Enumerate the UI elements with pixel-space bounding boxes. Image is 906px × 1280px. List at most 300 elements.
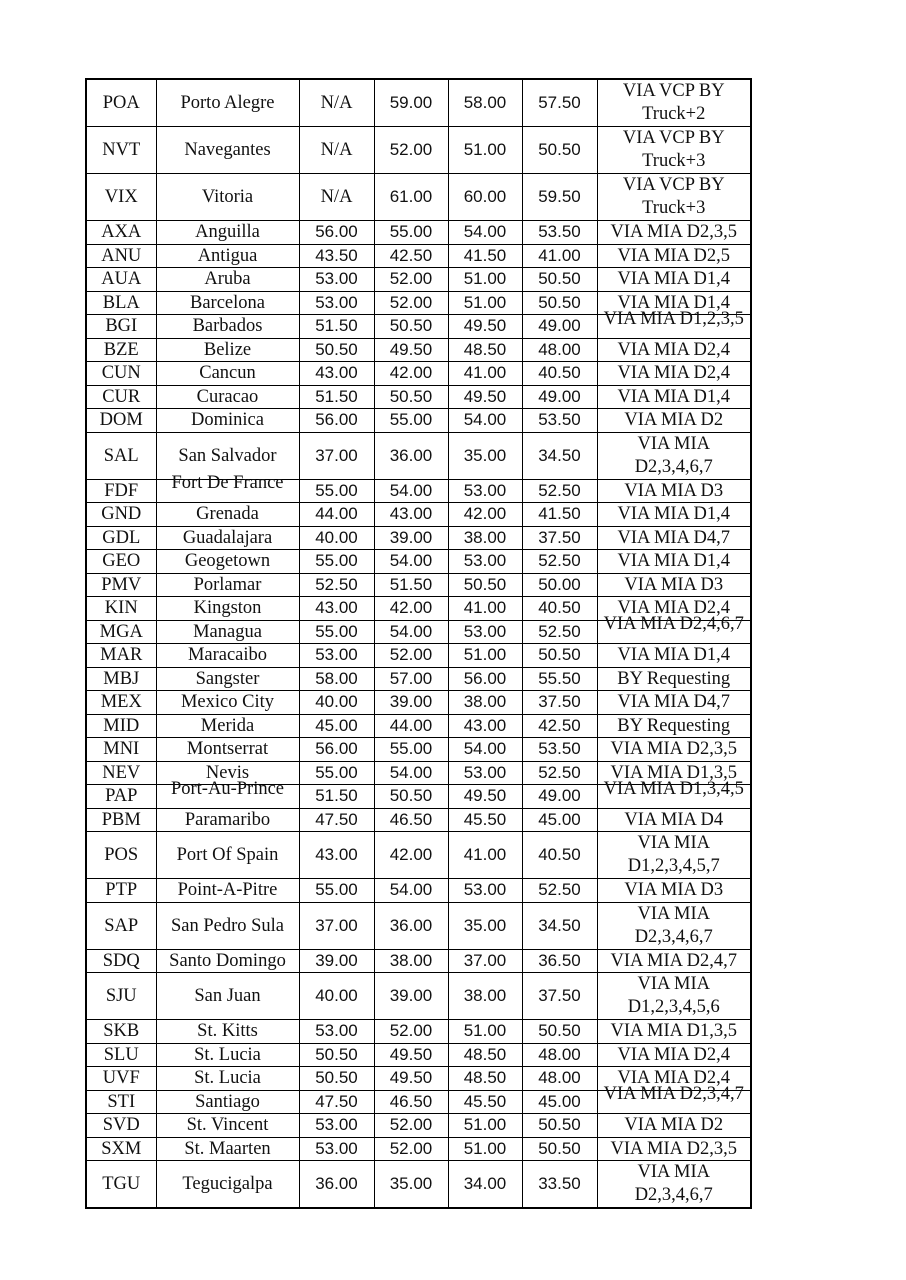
city-cell	[156, 1067, 299, 1091]
rate-col-4-text: 37.50	[538, 527, 581, 547]
rate-col-1-text: 53.00	[315, 645, 358, 665]
rate-col-3-cell	[448, 432, 522, 479]
rate-col-1-cell	[299, 1114, 374, 1138]
rate-col-2-text: 50.50	[389, 386, 433, 406]
city-cell	[156, 432, 299, 479]
rate-col-4-text: 50.50	[538, 1115, 581, 1135]
table-row	[86, 1161, 751, 1209]
city-cell	[156, 949, 299, 973]
routing-note-text: VIA MIA D1,4	[617, 645, 731, 666]
rate-col-4-text: 41.50	[538, 504, 581, 524]
rate-col-2-text: 54.00	[389, 480, 433, 500]
rate-col-4-text: 36.50	[538, 950, 581, 970]
rate-col-3-cell	[448, 291, 522, 315]
airport-code-cell	[86, 973, 156, 1020]
city-cell	[156, 1090, 299, 1114]
routing-note-text: VIA MIA D2,4	[617, 1068, 731, 1089]
routing-note-text: VIA MIA D2,3,5	[610, 739, 737, 760]
clipped-text-wrapper	[157, 473, 299, 495]
city-cell	[156, 503, 299, 527]
rate-col-2-text: 52.00	[389, 1138, 433, 1158]
city-cell	[156, 738, 299, 762]
airport-code-cell	[86, 1161, 156, 1209]
table-row	[86, 667, 751, 691]
rate-col-4-cell	[522, 362, 597, 386]
rate-col-2-cell	[374, 127, 448, 174]
rate-col-3-text: 48.50	[463, 1068, 507, 1088]
rate-col-3-text: 53.00	[463, 480, 507, 500]
rate-col-1-cell	[299, 1090, 374, 1114]
city-text: St. Lucia	[194, 1044, 261, 1065]
airport-code-text: SLU	[103, 1044, 139, 1065]
airport-code-text: SAP	[104, 915, 139, 936]
rate-col-1-text: 50.50	[315, 339, 358, 359]
rate-col-2-cell	[374, 973, 448, 1020]
rate-col-4-text: 55.50	[538, 668, 581, 688]
rate-col-4-cell	[522, 385, 597, 409]
rate-col-3-cell	[448, 338, 522, 362]
city-cell	[156, 778, 299, 809]
rate-col-2-text: 44.00	[389, 715, 433, 735]
rate-col-1-text: 40.00	[315, 692, 358, 712]
city-text: Paramaribo	[184, 809, 271, 830]
routing-note-text: VIA MIA D4,7	[617, 692, 731, 713]
clipped-text-wrapper	[598, 614, 751, 636]
routing-note-cell	[597, 479, 751, 503]
airport-code-text: FDF	[104, 480, 139, 501]
rate-col-1-cell	[299, 573, 374, 597]
table-body	[86, 79, 751, 1208]
rate-col-1-cell	[299, 667, 374, 691]
rate-col-4-text: 50.50	[538, 1021, 581, 1041]
airport-code-cell	[86, 1020, 156, 1044]
rate-col-4-text: 53.50	[538, 410, 581, 430]
city-cell	[156, 127, 299, 174]
rate-col-3-cell	[448, 973, 522, 1020]
rate-col-4-cell	[522, 338, 597, 362]
rate-col-2-text: 42.00	[389, 598, 433, 618]
rate-col-2-text: 50.50	[389, 786, 433, 806]
rate-col-3-text: 60.00	[463, 187, 507, 206]
rate-col-2-text: 55.00	[389, 222, 433, 242]
rate-col-1-cell	[299, 761, 374, 785]
rate-col-1-cell	[299, 1020, 374, 1044]
routing-note-cell	[597, 1161, 751, 1209]
table-row	[86, 808, 751, 832]
airport-code-text: UVF	[102, 1068, 140, 1089]
table-row	[86, 1114, 751, 1138]
routing-note-cell	[597, 174, 751, 221]
rate-col-1-cell	[299, 879, 374, 903]
rate-col-4-text: 57.50	[538, 93, 581, 112]
city-cell	[156, 409, 299, 433]
routing-note-text: VIA MIA D2,4	[617, 339, 731, 360]
clipped-text-wrapper	[157, 779, 299, 801]
rate-col-4-cell	[522, 1137, 597, 1161]
rate-col-2-cell	[374, 761, 448, 785]
airport-code-cell	[86, 409, 156, 433]
rate-col-3-cell	[448, 385, 522, 409]
routing-note-text: VIA MIA D1,3,5	[610, 1021, 737, 1042]
rate-col-3-cell	[448, 503, 522, 527]
city-text: St. Vincent	[186, 1115, 269, 1136]
rate-col-4-text: 40.50	[538, 598, 581, 618]
rate-col-3-cell	[448, 620, 522, 644]
airport-code-text: AXA	[101, 222, 142, 243]
city-cell	[156, 902, 299, 949]
city-text: Fort De France	[171, 473, 284, 494]
rate-col-4-cell	[522, 1090, 597, 1114]
rate-col-3-cell	[448, 879, 522, 903]
city-text: Montserrat	[186, 739, 269, 760]
routing-note-cell	[597, 1043, 751, 1067]
rate-col-2-cell	[374, 338, 448, 362]
city-text: Guadalajara	[182, 527, 273, 548]
rate-col-2-cell	[374, 432, 448, 479]
rate-col-3-text: 42.00	[463, 504, 507, 524]
city-text: Grenada	[196, 504, 259, 525]
table-row	[86, 174, 751, 221]
rate-col-1-cell	[299, 597, 374, 621]
routing-note-cell	[597, 1020, 751, 1044]
clipped-text-wrapper	[598, 309, 751, 331]
rate-col-1-text: 40.00	[315, 986, 358, 1005]
rate-col-1-text: 53.00	[315, 292, 358, 312]
rate-col-3-text: 48.50	[463, 339, 507, 359]
rate-col-3-text: 43.00	[463, 715, 507, 735]
rate-col-3-cell	[448, 949, 522, 973]
rate-col-2-text: 39.00	[389, 527, 433, 547]
city-cell	[156, 550, 299, 574]
rate-col-3-text: 51.00	[463, 1138, 507, 1158]
rate-col-3-text: 58.00	[463, 93, 507, 112]
city-cell	[156, 268, 299, 292]
routing-note-text: VIA VCP BY Truck+2	[622, 81, 725, 124]
city-text: San Pedro Sula	[170, 915, 285, 936]
city-text: Maracaibo	[187, 645, 268, 666]
rate-col-4-cell	[522, 1161, 597, 1209]
rate-col-2-cell	[374, 949, 448, 973]
airport-code-cell	[86, 785, 156, 809]
rate-col-2-cell	[374, 879, 448, 903]
rate-col-4-cell	[522, 127, 597, 174]
rate-col-4-text: 40.50	[538, 845, 581, 864]
rate-col-2-cell	[374, 1114, 448, 1138]
table-row	[86, 315, 751, 339]
city-cell	[156, 473, 299, 503]
routing-note-cell	[597, 385, 751, 409]
rate-col-2-text: 52.00	[389, 1115, 433, 1135]
routing-note-cell	[597, 526, 751, 550]
rate-col-4-text: 45.00	[538, 809, 581, 829]
airport-code-text: POA	[102, 93, 140, 113]
routing-note-text: VIA MIA D2,3,4,7	[603, 1084, 744, 1105]
airport-code-text: MNI	[103, 739, 140, 760]
rate-col-4-text: 50.50	[538, 292, 581, 312]
rate-col-3-text: 51.00	[463, 645, 507, 665]
routing-note-text: VIA MIA D2,3,4,6,7	[634, 903, 713, 947]
rate-col-4-text: 52.50	[538, 880, 581, 900]
rate-col-2-text: 57.00	[389, 668, 433, 688]
rate-col-3-text: 35.00	[463, 445, 507, 465]
airport-code-cell	[86, 691, 156, 715]
rate-col-1-text: 45.00	[315, 715, 358, 735]
rate-col-1-cell	[299, 550, 374, 574]
routing-note-text: VIA MIA D2,3,4,6,7	[634, 1162, 713, 1205]
city-text: Belize	[203, 339, 252, 360]
city-cell	[156, 644, 299, 668]
airport-code-cell	[86, 1114, 156, 1138]
rate-col-1-text: 53.00	[315, 1138, 358, 1158]
rate-col-2-cell	[374, 362, 448, 386]
table-row	[86, 879, 751, 903]
rate-col-4-cell	[522, 738, 597, 762]
rate-col-2-cell	[374, 832, 448, 879]
rate-col-2-cell	[374, 79, 448, 127]
rate-col-3-cell	[448, 808, 522, 832]
rate-col-1-text: 56.00	[315, 222, 358, 242]
airport-code-text: TGU	[102, 1174, 141, 1194]
rate-col-3-text: 50.50	[463, 574, 507, 594]
airport-code-cell	[86, 432, 156, 479]
rate-col-4-text: 59.50	[538, 187, 581, 206]
table-row	[86, 620, 751, 644]
rate-col-1-text: 43.00	[315, 363, 358, 383]
rate-col-1-text: 56.00	[315, 410, 358, 430]
table-row	[86, 362, 751, 386]
routing-note-cell	[597, 221, 751, 245]
rate-col-3-cell	[448, 714, 522, 738]
city-text: St. Maarten	[184, 1138, 271, 1159]
rate-col-4-text: 41.00	[538, 245, 581, 265]
rate-col-1-text: N/A	[320, 187, 353, 207]
airport-code-text: GND	[101, 504, 142, 525]
routing-note-cell	[597, 268, 751, 292]
rate-col-1-text: 43.00	[315, 845, 358, 864]
rate-col-2-text: 42.00	[389, 363, 433, 383]
rate-col-4-text: 45.00	[538, 1091, 581, 1111]
airport-code-text: BLA	[102, 292, 140, 313]
table-row	[86, 644, 751, 668]
rate-col-3-text: 51.00	[463, 1021, 507, 1041]
table-row	[86, 902, 751, 949]
routing-note-text: VIA MIA D3	[624, 480, 724, 501]
routing-note-cell	[597, 614, 751, 644]
routing-note-cell	[597, 503, 751, 527]
city-cell	[156, 597, 299, 621]
rate-col-4-cell	[522, 315, 597, 339]
rate-col-3-text: 49.50	[463, 786, 507, 806]
airport-code-cell	[86, 79, 156, 127]
rate-col-4-cell	[522, 761, 597, 785]
rate-col-4-cell	[522, 432, 597, 479]
rate-col-1-cell	[299, 268, 374, 292]
rate-col-1-cell	[299, 738, 374, 762]
table-row	[86, 526, 751, 550]
rate-col-3-cell	[448, 902, 522, 949]
routing-note-text: VIA MIA D1,4	[617, 551, 731, 572]
rate-col-1-cell	[299, 221, 374, 245]
routing-note-cell	[597, 409, 751, 433]
rate-col-3-text: 56.00	[463, 668, 507, 688]
rate-col-2-text: 36.00	[389, 445, 433, 465]
city-cell	[156, 573, 299, 597]
routing-note-text: VIA MIA D2,4	[617, 598, 731, 619]
rate-col-2-text: 52.00	[389, 292, 433, 312]
rate-col-4-cell	[522, 1020, 597, 1044]
city-text: Antigua	[197, 245, 258, 266]
rate-col-2-cell	[374, 221, 448, 245]
rate-col-3-cell	[448, 1137, 522, 1161]
city-cell	[156, 1020, 299, 1044]
routing-note-cell	[597, 879, 751, 903]
airport-code-text: PMV	[101, 574, 142, 595]
rate-col-4-text: 52.50	[538, 762, 581, 782]
rate-col-4-cell	[522, 174, 597, 221]
routing-note-text: VIA MIA D2	[624, 1115, 724, 1136]
rate-col-3-text: 53.00	[463, 621, 507, 641]
city-text: Santiago	[195, 1091, 260, 1112]
city-text: Managua	[193, 621, 262, 642]
airport-code-text: AUA	[101, 269, 142, 290]
rate-col-1-text: 47.50	[315, 1091, 358, 1111]
rate-col-1-text: N/A	[320, 140, 353, 160]
rate-col-3-text: 54.00	[463, 739, 507, 759]
rate-col-1-cell	[299, 714, 374, 738]
airport-code-text: PBM	[101, 809, 141, 830]
rate-col-2-cell	[374, 667, 448, 691]
rate-col-1-text: 55.00	[315, 551, 358, 571]
rate-col-1-text: 44.00	[315, 504, 358, 524]
rate-col-3-text: 54.00	[463, 222, 507, 242]
rate-col-4-text: 48.00	[538, 1068, 581, 1088]
rate-col-2-text: 46.50	[389, 809, 433, 829]
table-row	[86, 221, 751, 245]
rate-col-1-text: 55.00	[315, 621, 358, 641]
rate-col-1-text: 53.00	[315, 1115, 358, 1135]
city-text: Mexico City	[180, 692, 274, 713]
airport-code-cell	[86, 268, 156, 292]
rate-col-4-cell	[522, 785, 597, 809]
airport-code-text: MID	[103, 715, 140, 736]
rate-col-3-text: 37.00	[463, 950, 507, 970]
city-text: Porto Alegre	[180, 93, 275, 113]
rate-col-1-cell	[299, 832, 374, 879]
rate-col-4-cell	[522, 268, 597, 292]
table-row	[86, 79, 751, 127]
rate-col-2-text: 42.50	[389, 245, 433, 265]
rate-col-4-cell	[522, 573, 597, 597]
routing-note-cell	[597, 667, 751, 691]
routing-note-cell	[597, 832, 751, 879]
routing-note-text: VIA MIA D2,5	[617, 245, 731, 266]
routing-note-text: VIA MIA D1,4	[617, 269, 731, 290]
rate-col-4-cell	[522, 1114, 597, 1138]
rate-col-3-cell	[448, 362, 522, 386]
table-row	[86, 714, 751, 738]
rate-col-2-text: 36.00	[389, 915, 433, 935]
rate-col-2-text: 51.50	[389, 574, 433, 594]
rate-col-1-text: 37.00	[315, 445, 358, 465]
rate-col-1-text: 40.00	[315, 527, 358, 547]
rate-col-4-text: 34.50	[538, 915, 581, 935]
rate-col-4-cell	[522, 644, 597, 668]
airport-code-text: SVD	[102, 1115, 140, 1136]
rate-col-3-cell	[448, 315, 522, 339]
airport-code-cell	[86, 902, 156, 949]
rate-col-3-cell	[448, 1114, 522, 1138]
table-row	[86, 1020, 751, 1044]
rate-col-2-text: 42.00	[389, 845, 433, 864]
rate-col-4-text: 37.50	[538, 986, 581, 1005]
rate-col-1-text: 51.50	[315, 386, 358, 406]
city-text: San Salvador	[178, 445, 277, 466]
rate-col-4-cell	[522, 503, 597, 527]
routing-note-text: VIA MIA D2,4,7	[610, 950, 737, 971]
rate-col-3-text: 38.00	[463, 986, 507, 1005]
table-row	[86, 338, 751, 362]
routing-note-cell	[597, 714, 751, 738]
city-cell	[156, 221, 299, 245]
airport-code-text: NEV	[102, 762, 141, 783]
rate-col-4-cell	[522, 714, 597, 738]
rate-col-2-cell	[374, 268, 448, 292]
city-text: Cancun	[199, 363, 256, 384]
rate-col-4-cell	[522, 1043, 597, 1067]
table-row	[86, 973, 751, 1020]
rate-col-4-text: 52.50	[538, 480, 581, 500]
rate-col-2-text: 49.50	[389, 339, 433, 359]
routing-note-cell	[597, 691, 751, 715]
rate-col-4-cell	[522, 221, 597, 245]
airport-code-cell	[86, 949, 156, 973]
rate-col-4-text: 50.00	[538, 574, 581, 594]
rate-col-3-text: 35.00	[463, 915, 507, 935]
routing-note-text: VIA MIA D2,3,5	[610, 1138, 737, 1159]
rate-col-3-cell	[448, 738, 522, 762]
routing-note-text: VIA MIA D2,4,6,7	[603, 614, 744, 635]
rate-col-1-cell	[299, 949, 374, 973]
table-row	[86, 785, 751, 809]
routing-note-cell	[597, 244, 751, 268]
routing-note-cell	[597, 79, 751, 127]
airport-code-cell	[86, 174, 156, 221]
airport-code-cell	[86, 503, 156, 527]
airport-code-text: SKB	[103, 1021, 140, 1042]
rate-col-4-text: 50.50	[538, 1138, 581, 1158]
airport-code-text: SDQ	[102, 950, 140, 971]
rate-col-4-text: 52.50	[538, 621, 581, 641]
airport-code-text: SJU	[105, 986, 137, 1006]
rate-col-1-text: 51.50	[315, 316, 358, 336]
routing-note-text: VIA MIA D1,3,4,5	[603, 778, 744, 799]
airport-code-cell	[86, 667, 156, 691]
city-text: San Juan	[194, 986, 261, 1006]
city-cell	[156, 174, 299, 221]
rate-col-2-cell	[374, 1161, 448, 1209]
city-text: Barbados	[192, 316, 263, 337]
rate-col-3-text: 45.50	[463, 809, 507, 829]
rate-col-1-text: 37.00	[315, 915, 358, 935]
routing-note-text: VIA MIA D1,3,5	[610, 762, 737, 783]
rate-col-3-text: 54.00	[463, 410, 507, 430]
rate-col-3-text: 49.50	[463, 316, 507, 336]
rate-col-1-text: 55.00	[315, 480, 358, 500]
city-cell	[156, 362, 299, 386]
airport-code-cell	[86, 127, 156, 174]
rate-col-4-cell	[522, 691, 597, 715]
rate-col-4-cell	[522, 479, 597, 503]
